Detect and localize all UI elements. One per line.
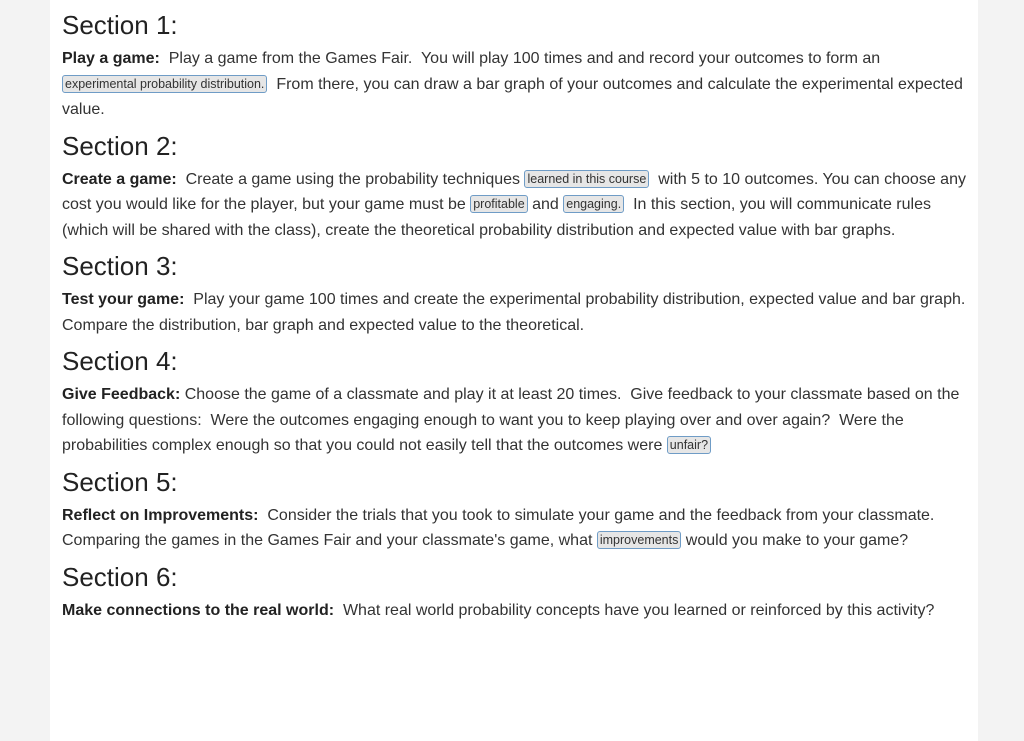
section-3-text-part: Play your game 100 times and create the experimental probability distribution, expected value and bar graph. Compare the distribution, bar graph and expected value to the theoretical. <box>62 291 975 334</box>
section-3-text <box>62 287 975 338</box>
glossary-link-profitable[interactable]: profitable <box>470 195 527 213</box>
document-page <box>50 0 978 741</box>
section-5-text <box>62 503 966 554</box>
section-2-lead: Create a game: <box>62 170 177 188</box>
section-4-title: Section 4: <box>62 346 178 376</box>
glossary-link-learned-in-this-course[interactable]: learned in this course <box>524 170 649 188</box>
section-4-text <box>62 382 966 459</box>
section-2-text-part: Create a game using the probability techniques <box>176 170 525 188</box>
section-2-text-part: and <box>527 196 564 213</box>
section-2-text-part: In this section, you will communicate rules (which will be shared with the class), create the theoretical probability distribution and expected value with bar graphs. <box>62 196 936 239</box>
glossary-link-engaging[interactable]: engaging. <box>563 195 624 213</box>
section-4-text-part: Choose the game of a classmate and play it at least 20 times. Give feedback to your classmate based on the following questions: Were the outcomes engaging enough to want you to keep playing over and over again? Were the probabilities complex enough so that you could not easily tell that the outcomes were <box>62 386 964 454</box>
section-4-lead: Give Feedback: <box>62 386 181 403</box>
section-1-text-part: Play a game from the Games Fair. You will play 100 times and and record your outcomes to form an <box>159 50 885 67</box>
section-1-text-part: From there, you can draw a bar graph of your outcomes and calculate the experimental expected value. <box>62 75 968 118</box>
section-3-lead: Test your game: <box>62 291 185 308</box>
section-6-text-part: What real world probability concepts have you learned or reinforced by this activity? <box>334 601 935 619</box>
section-6-title: Section 6: <box>62 561 178 592</box>
glossary-link-experimental-probability-distribution[interactable]: experimental probability distribution. <box>62 75 267 93</box>
section-1-text <box>62 46 966 123</box>
glossary-link-improvements[interactable]: improvements <box>597 531 682 549</box>
section-5-text-part: would you make to your game? <box>681 532 909 549</box>
section-5-lead: Reflect on Improvements: <box>62 506 259 524</box>
section-3-title: Section 3: <box>62 251 178 281</box>
document-content <box>50 0 978 623</box>
glossary-link-unfair[interactable]: unfair? <box>667 436 711 454</box>
section-2-text <box>62 167 971 244</box>
section-6-text <box>62 598 966 624</box>
section-2-text-part: with 5 to 10 outcomes. You can choose any cost you would like for the player, but your game must be <box>62 170 971 213</box>
section-1-lead: Play a game: <box>62 50 160 67</box>
section-6-lead: Make connections to the real world: <box>62 601 335 619</box>
section-5-text-part: Consider the trials that you took to simulate your game and the feedback from your classmate. Comparing the games in the Games Fair and your classmate's game, what <box>62 506 944 549</box>
section-5-title: Section 5: <box>62 466 178 497</box>
section-2-title: Section 2: <box>62 130 178 161</box>
section-1-title: Section 1: <box>62 10 178 40</box>
